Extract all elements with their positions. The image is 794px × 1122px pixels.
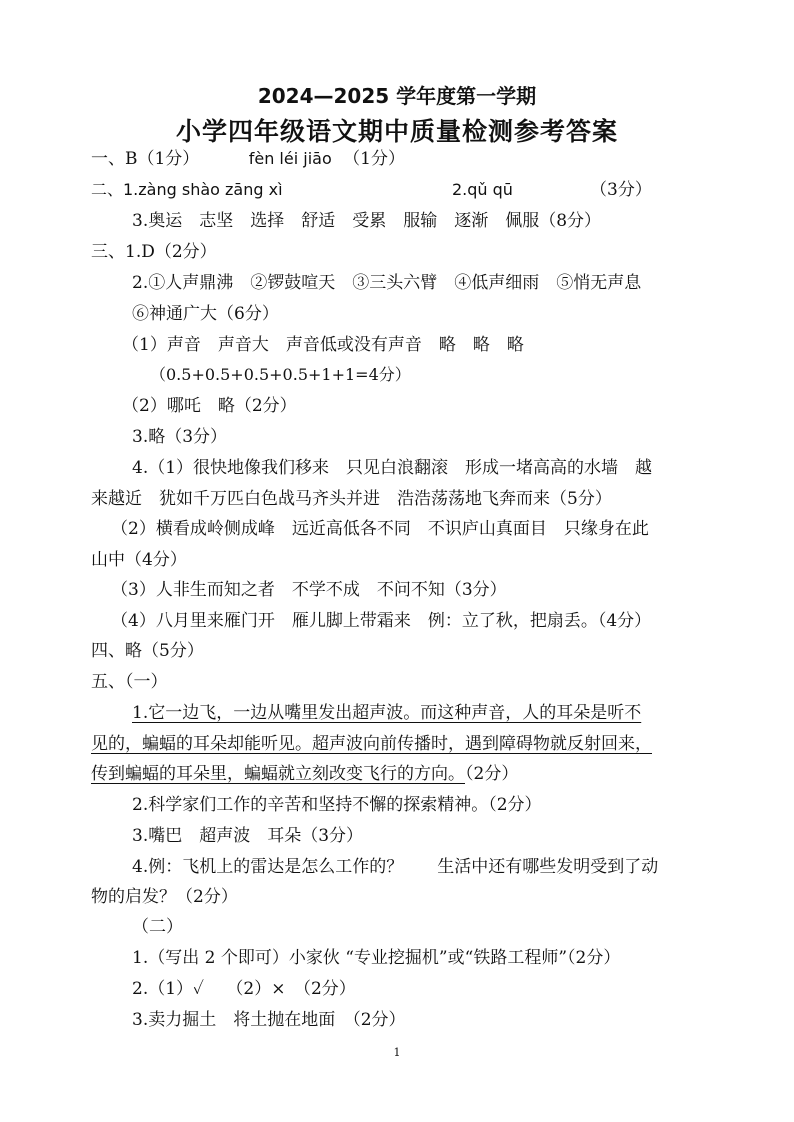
section-3-item-2d: （0.5+0.5+0.5+0.5+1+1=4分） [150,365,411,384]
underlined-answer-1b: 见的，蝙蝠的耳朵却能听见。超声波向前传播时，遇到障碍物就反射回来， [91,734,652,754]
section-5-item-1b [91,733,652,755]
section-5-item-1-score: （2分） [465,764,519,784]
section-5-item-1a [132,702,641,724]
section-5-item-4a: 4.例：飞机上的雷达是怎么工作的？ 生活中还有哪些发明受到了动 [132,857,659,877]
section-1-answer: 一、B（1分） [91,149,200,169]
page-title: 小学四年级语文期中质量检测参考答案 [175,117,618,146]
section-5-part-2-heading: （二） [132,917,183,937]
section-3-item-2e: （2）哪吒 略（2分） [122,396,297,416]
section-3-item-2c: （1）声音 声音大 声音低或没有声音 略 略 略 [122,335,524,355]
section-5-part-2-item-3: 3.卖力掘土 将土抛在地面 （2分） [132,1010,406,1030]
section-3-item-4c: （2）横看成岭侧成峰 远近高低各不同 不识庐山真面目 只缘身在此 [111,519,649,539]
section-3-item-2a: 2.①人声鼎沸 ②锣鼓喧天 ③三头六臂 ④低声细雨 ⑤悄无声息 [132,273,642,293]
section-5-part-2-item-2: 2.（1）✓ （2）× （2分） [132,979,356,999]
section-2-score: （3分） [590,180,652,200]
term-heading: 2024—2025 学年度第一学期 [257,84,537,108]
section-3-item-3: 3.略（3分） [132,427,228,447]
section-3-item-2b: ⑥神通广大（6分） [132,304,279,324]
section-1-line [91,148,405,170]
section-4: 四、略（5分） [91,641,204,661]
section-5-item-3: 3.嘴巴 超声波 耳朵（3分） [132,826,364,846]
underlined-answer-1c: 传到蝙蝠的耳朵里，蝙蝠就立刻改变飞行的方向。 [91,764,465,784]
section-3-item-4e: （3）人非生而知之者 不学不成 不问不知（3分） [111,580,507,600]
section-3-item-4b: 来越近 犹如千万匹白色战马齐头并进 浩浩荡荡地飞奔而来（5分） [91,489,612,509]
section-2-item-3: 3.奥运 志坚 选择 舒适 受累 服输 逐渐 佩服（8分） [132,211,602,231]
page-number: 1 [393,1046,401,1059]
section-5-item-4b: 物的启发？（2分） [91,887,238,907]
section-5-heading: 五、（一） [91,672,168,692]
section-2-item-2: 2.qǔ qū [452,180,513,199]
section-5-part-2-item-1: 1.（写出 2 个即可）小家伙 “专业挖掘机”或“铁路工程师”（2分） [132,948,621,968]
section-1-pinyin: fèn léi jiāo [248,149,332,168]
section-3-item-4a: 4.（1）很快地像我们移来 只见白浪翻滚 形成一堵高高的水墙 越 [132,458,653,478]
section-3-item-1: 三、1.D（2分） [91,242,217,262]
section-2-line-1 [91,179,283,201]
section-5-item-1c [91,763,518,785]
underlined-answer-1a: 1.它一边飞，一边从嘴里发出超声波。而这种声音，人的耳朵是听不 [132,703,642,723]
section-1-score: （1分） [343,149,405,169]
section-2-item-1: 二、1.zàng shào zāng xì [91,180,283,199]
section-5-item-2: 2.科学家们工作的辛苦和坚持不懈的探索精神。（2分） [132,795,542,815]
section-3-item-4f: （4）八月里来雁门开 雁儿脚上带霜来 例：立了秋，把扇丢。（4分） [111,611,652,631]
section-3-item-4d: 山中（4分） [91,550,187,570]
